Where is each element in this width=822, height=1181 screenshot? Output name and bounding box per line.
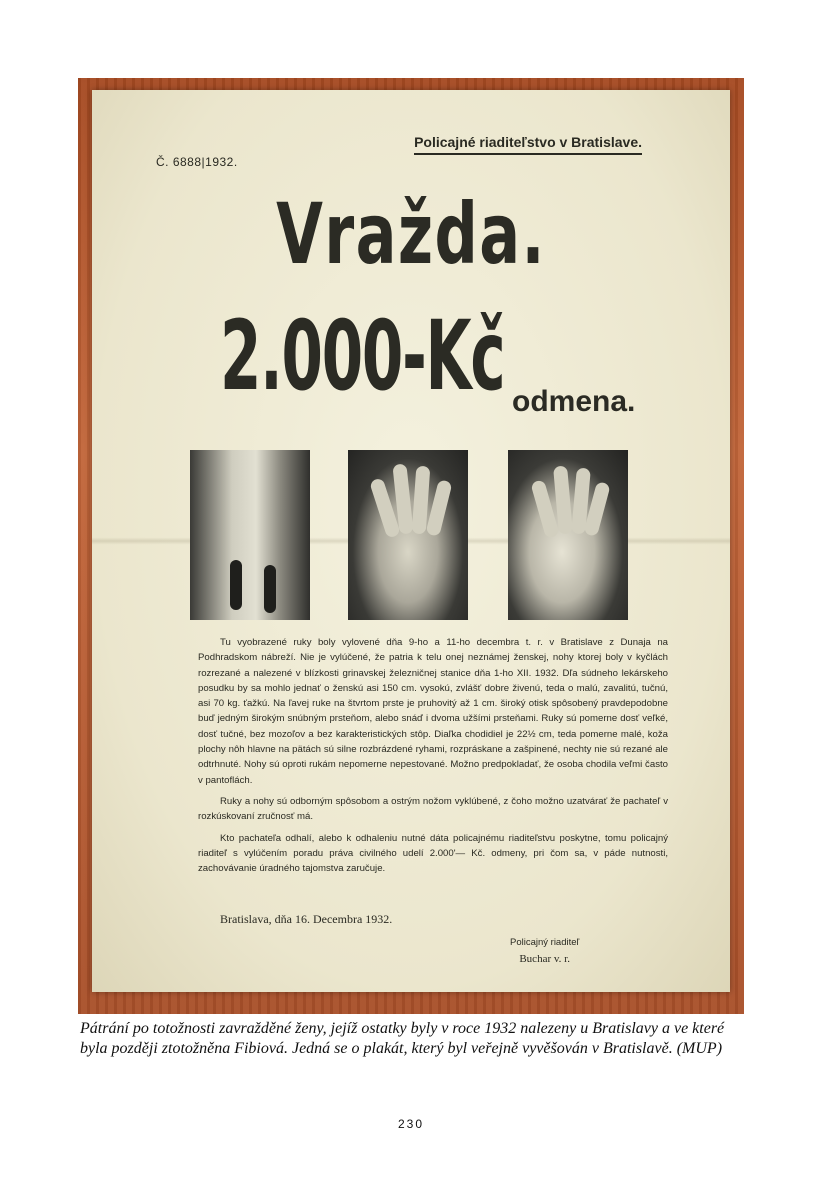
legs-photo [190, 450, 310, 620]
poster-headline: Vražda. [276, 185, 546, 283]
page-number: 230 [397, 1117, 425, 1131]
paragraph-reward: Kto pachateľa odhalí, alebo k odhaleniu nutné dáta policajnému riaditeľstvu poskytne, tomu policajný riaditeľ s vylúčením poradu práva civilného udelí 2.000'— Kč. odmeny, pri čom sa, v páde nutnosti, zachovávanie úradného tajomstva zaručuje. [198, 832, 668, 875]
hand-photo-left [348, 450, 468, 620]
poster-body-text [198, 635, 668, 882]
signature-name: Buchar v. r. [519, 953, 570, 965]
hand-photo-right [508, 450, 628, 620]
wanted-poster [92, 90, 730, 992]
paragraph-description: Tu vyobrazené ruky boly vylovené dňa 9-ho a 11-ho decembra t. r. v Bratislave z Dunaja na Podhradskom nábreží. Nie je vylúčené, že patria k telu onej neznámej ženskej, nohy ktorej boly v kyčlách rozrezané a nalezené v blízkosti grinavskej železničnej stanice dňa 1-ho XII. 1932. Dľa súdneho lekárskeho posudku by sa mohlo jednať o ženskú asi 150 cm. vysokú, zvlášť dobre živenú, teda o malú, zavalitú, tučnú, asi 70 kg. ťažkú. Na ľavej ruke na štvrtom prste je pruhovitý až 1 cm. široký otisk spôsobený pravdepodobne buď jedným širokým snúbným prsteňom, alebo snáď i dvoma užšími prsteňami. Ruky sú pomerne dosť veľké, dosť tučné, bez mozoľov a bez karakteristických stôp. Diaľka chodidiel je 22½ cm, teda pomerne malé, koža plochy nôh hlavne na pätách sú silne rozbrázdené ryhami, rozpráskane a zašpinené, nechty nie sú rezané ale odtrhnuté. Nohy sú oproti rukám nepomerne nepestované. Možno predpokladať, že osoba chodila veľmi často v pantoflách. [198, 637, 668, 786]
poster-photograph [78, 78, 744, 1014]
signature-block [510, 935, 579, 967]
issuing-office: Policajné riaditeľstvo v Bratislave. [414, 134, 642, 155]
place-and-date: Bratislava, dňa 16. Decembra 1932. [220, 912, 393, 926]
figure-caption: Pátrání po totožnosti zavražděné ženy, jejíž ostatky byly v roce 1932 nalezeny u Bratislavy a ve které byla později ztotožněna Fibiová. Jedná se o plakát, který byl veřejně vyvěšován v Bratislavě. (MUP) [80, 1020, 725, 1057]
reference-number: Č. 6888|1932. [156, 155, 238, 169]
signature-title: Policajný riaditeľ [510, 937, 580, 948]
reward-amount: 2.000-Kč [220, 300, 505, 412]
paragraph-method: Ruky a nohy sú odborným spôsobom a ostrým nožom vyklúbené, z čoho možno uzatvárať že pachateľ v rozkúskovaní zručnosť má. [198, 795, 668, 823]
reward-word: odmena. [512, 385, 636, 418]
